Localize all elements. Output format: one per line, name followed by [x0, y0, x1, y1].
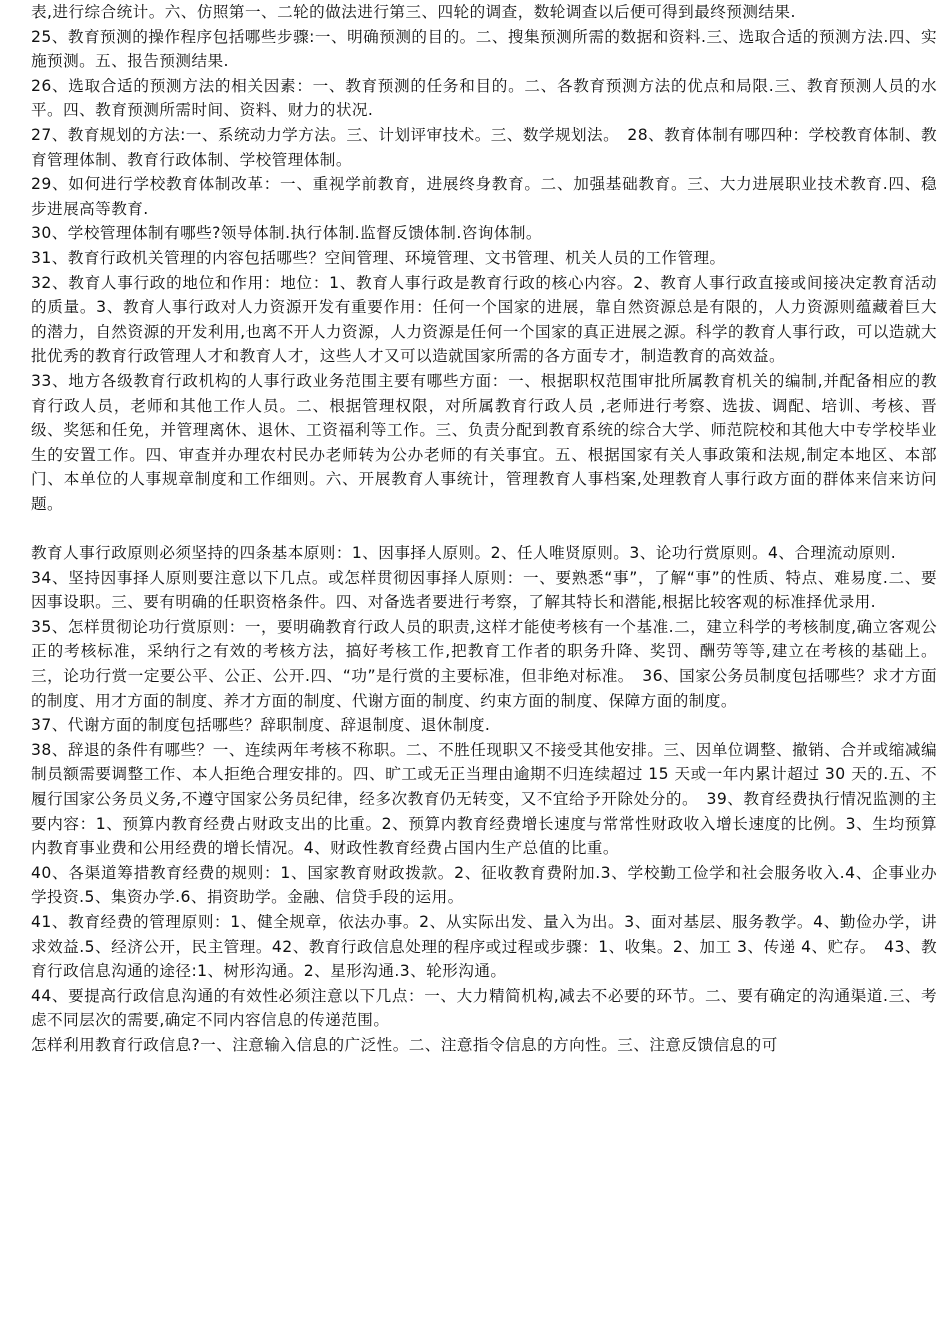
paragraph-34: 34、坚持因事择人原则要注意以下几点。或怎样贯彻因事择人原则：一、要熟悉“事”，了解“事”的性质、特点、难易度.二、要因事设职。三、要有明确的任职资格条件。四、对备选者要进行考察，了解其特长和潜能,根据比较客观的标准择优录用. — [31, 568, 937, 612]
paragraph-27-28: 27、教育规划的方法:一、系统动力学方法。三、计划评审技术。三、数学规划法。 28、教育体制有哪四种：学校教育体制、教育管理体制、教育行政体制、学校管理体制。 — [31, 125, 937, 169]
paragraph-31: 31、教育行政机关管理的内容包括哪些？空间管理、环境管理、文书管理、机关人员的工作管理。 — [31, 248, 726, 267]
paragraph-37: 37、代谢方面的制度包括哪些？辞职制度、辞退制度、退休制度. — [31, 716, 491, 735]
paragraph-30: 30、学校管理体制有哪些?领导体制.执行体制.监督反馈体制.咨询体制。 — [31, 224, 542, 243]
paragraph-38-39: 38、辞退的条件有哪些？一、连续两年考核不称职。二、不胜任现职又不接受其他安排。三、因单位调整、撤销、合并或缩减编制员额需要调整工作、本人拒绝合理安排的。四、旷工或无正当理由逾期不归连续超过 15 天或一年内累计超过 30 天的.五、不履行国家公务员义务,不遵守国家公务员纪律，经多次教育仍无转变，又不宜给予开除处分的。 39、教育经费执行情况监测的主要内容：1、预算内教育经费占财政支出的比重。2、预算内教育经费增长速度与常常性财政收入增长速度的比例。3、生均预算内教育事业费和公用经费的增长情况。4、财政性教育经费占国内生产总值的比重。 — [31, 740, 937, 858]
paragraph-44: 44、要提高行政信息沟通的有效性必须注意以下几点：一、大力精简机构,减去不必要的环节。二、要有确定的沟通渠道.三、考虑不同层次的需要,确定不同内容信息的传递范围。 — [31, 986, 937, 1030]
paragraph-41-43: 41、教育经费的管理原则：1、健全规章，依法办事。2、从实际出发、量入为出。3、面对基层、服务教学。4、勤俭办学，讲求效益.5、经济公开，民主管理。42、教育行政信息处理的程序或过程或步骤：1、收集。2、加工 3、传递 4、贮存。 43、教育行政信息沟通的途径:1、树形沟通。2、星形沟通.3、轮形沟通。 — [31, 912, 937, 981]
paragraph-26: 26、选取合适的预测方法的相关因素：一、教育预测的任务和目的。二、各教育预测方法的优点和局限.三、教育预测人员的水平。四、教育预测所需时间、资料、财力的状况. — [31, 76, 937, 120]
paragraph-info-usage: 怎样利用教育行政信息?一、注意输入信息的广泛性。二、注意指令信息的方向性。三、注意反馈信息的可 — [31, 1035, 778, 1054]
blank-line — [31, 516, 937, 541]
paragraph-survey-rounds: 表,进行综合统计。六、仿照第一、二轮的做法进行第三、四轮的调查，数轮调查以后便可得到最终预测结果. — [31, 3, 796, 21]
document-body — [31, 0, 937, 1058]
paragraph-25: 25、教育预测的操作程序包括哪些步骤:一、明确预测的目的。二、搜集预测所需的数据和资料.三、选取合适的预测方法.四、实施预测。五、报告预测结果. — [31, 27, 937, 71]
paragraph-four-principles: 教育人事行政原则必须坚持的四条基本原则：1、因事择人原则。2、任人唯贤原则。3、论功行赏原则。4、合理流动原则. — [31, 544, 897, 563]
paragraph-29: 29、如何进行学校教育体制改革：一、重视学前教育，进展终身教育。二、加强基础教育。三、大力进展职业技术教育.四、稳步进展高等教育. — [31, 175, 937, 218]
paragraph-32: 32、教育人事行政的地位和作用：地位：1、教育人事行政是教育行政的核心内容。2、教育人事行政直接或间接决定教育活动的质量。3、教育人事行政对人力资源开发有重要作用：任何一个国家的进展，靠自然资源总是有限的，人力资源则蕴藏着巨大的潜力，自然资源的开发利用,也离不开人力资源，人力资源是任何一个国家的真正进展之源。科学的教育人事行政，可以造就大批优秀的教育行政管理人才和教育人才，这些人才又可以造就国家所需的各方面专才，制造教育的高效益。 — [31, 273, 937, 366]
paragraph-33: 33、地方各级教育行政机构的人事行政业务范围主要有哪些方面：一、根据职权范围审批所属教育机关的编制,并配备相应的教育行政人员，老师和其他工作人员。二、根据管理权限，对所属教育行政人员 ,老师进行考察、选拔、调配、培训、考核、晋级、奖惩和任免，并管理离休、退休、工资福利等工作。三、负责分配到教育系统的综合大学、师范院校和其他大中专学校毕业生的安置工作。四、审查并办理农村民办老师转为公办老师的有关事宜。五、根据国家有关人事政策和法规,制定本地区、本部门、本单位的人事规章制度和工作细则。六、开展教育人事统计，管理教育人事档案,处理教育人事行政方面的群体来信来访问题。 — [31, 371, 937, 513]
paragraph-35-36: 35、怎样贯彻论功行赏原则：一，要明确教育行政人员的职责,这样才能使考核有一个基准.二，建立科学的考核制度,确立客观公正的考核标准，采纳行之有效的考核方法，搞好考核工作,把教育工作者的职务升降、奖罚、酬劳等等,建立在考核的基础上。三，论功行赏一定要公平、公正、公开.四、“功”是行赏的主要标准，但非绝对标准。 36、国家公务员制度包括哪些？求才方面的制度、用才方面的制度、养才方面的制度、代谢方面的制度、约束方面的制度、保障方面的制度。 — [31, 617, 937, 710]
paragraph-40: 40、各渠道筹措教育经费的规则：1、国家教育财政拨款。2、征收教育费附加.3、学校勤工俭学和社会服务收入.4、企事业办学投资.5、集资办学.6、捐资助学。金融、信贷手段的运用。 — [31, 863, 937, 907]
